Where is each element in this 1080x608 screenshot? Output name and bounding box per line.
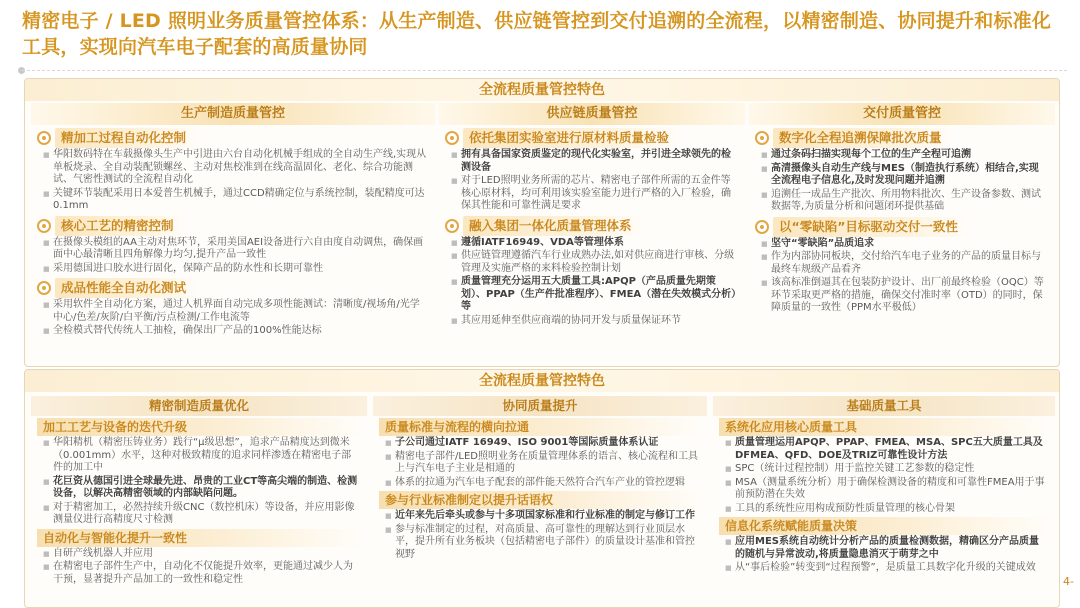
bullet-item: ■ 花巨资从德国引进全球最先进、昂贵的工业CT等高尖端的制造、检测设备，以解决高精密领域的内部缺陷问题。 (43, 476, 359, 501)
section-title: 成品性能全自动化测试 (55, 278, 196, 298)
bullet-list (31, 149, 435, 213)
bullet-item: ■ 子公司通过IATF 16949、ISO 9001等国际质量体系认证 (385, 437, 699, 450)
section-title: 自动化与智能化提升一致性 (37, 529, 361, 547)
bullet-item: ■ MSA（测量系统分析）用于确保检测设备的精度和可靠性FMEA用于事前预防潜在失效 (725, 477, 1047, 502)
section-title: 依托集团实验室进行原材料质量检验 (463, 128, 679, 148)
bullet-item: ■ 工具的系统性应用构成预防性质量管理的核心骨架 (725, 503, 1047, 516)
section-header (31, 127, 435, 149)
bullet-list (439, 149, 745, 213)
bullet-list (749, 238, 1055, 315)
bullet-item: ■ 采用软件全自动化方案，通过人机界面自动完成多项性能测试：清晰度/视场角/光学中心/色差/灰阶/白平衡/污点检测/工作电流等 (43, 299, 427, 324)
section-marker-icon (37, 281, 51, 295)
column-supply-chain (439, 103, 745, 365)
bullet-item: ■ 采用德国进口胶水进行固化，保障产品的防水性和长期可靠性 (43, 263, 427, 276)
section-header (439, 127, 745, 149)
section-marker-icon (37, 131, 51, 145)
bullet-item: ■ 其应用延伸至供应商端的协同开发与质量保证环节 (451, 315, 737, 328)
bullet-list (439, 237, 745, 328)
bullet-item: ■ 自研产线机器人并应用 (43, 548, 359, 561)
bullet-item: ■ 在摄像头模组的AA主动对焦环节，采用美国AEI设备进行六自由度自动调焦，确保画面中心最清晰且四角解像力均匀,提升产品一致性 (43, 237, 427, 262)
bullet-item: ■ 该高标准倒逼其在包装防护设计、出厂前最终检验（OQC）等环节采取更严格的措施，确保交付准时率（OTD）的同时，保障质量的一致性（PPM水平极低） (761, 277, 1047, 315)
bullet-item: ■ 对于精密加工，必然持续升级CNC（数控机床）等设备，并应用影像测量仪进行高精度尺寸检测 (43, 502, 359, 527)
bullet-item: ■ 供应链管理遵循汽车行业成熟办法,如对供应商进行审核、分级管理及实施严格的来料检验控制计划 (451, 250, 737, 275)
bullet-item: ■ 近年来先后牵头或参与十多项国家标准和行业标准的制定与修订工作 (385, 510, 699, 523)
page-title: 精密电子 / LED 照明业务质量管控体系：从生产制造、供应链管控到交付追溯的全流程，以精密制造、协同提升和标准化工具，实现向汽车电子配套的高质量协同 (22, 10, 1052, 58)
section-title: 信息化系统赋能质量决策 (719, 517, 1049, 535)
column-delivery (749, 103, 1055, 365)
bullet-item: ■ 坚守“零缺陷”品质追求 (761, 238, 1047, 251)
bullet-item: ■ 华阳数码特在车载摄像头生产中引进由六台自动化机械手组成的全自动生产线,实现从单板烧录、全自动装配锁螺丝、主动对焦校准到在线高温固化、老化、综合功能测试、气密性测试的全流程自动化 (43, 149, 427, 187)
column-heading: 供应链质量管控 (439, 103, 745, 125)
section-marker-icon (445, 219, 459, 233)
bullet-item: ■ 华阳精机（精密压铸业务）践行“μ级思想”，追求产品精度达到微米（0.001mm）水平，这种对极致精度的追求同样渗透在精密电子部件的加工中 (43, 437, 359, 475)
section-title: 以“零缺陷”目标驱动交付一致性 (773, 217, 968, 237)
section-title: 质量标准与流程的横向拉通 (379, 418, 701, 436)
bullet-item: ■ 高清摄像头自动生产线与MES（制造执行系统）相结合,实现全流程电子信息化,及时发现问题并追溯 (761, 163, 1047, 188)
bullet-item: ■ 体系的拉通为汽车电子配套的部件能天然符合汽车产业的管控逻辑 (385, 477, 699, 490)
bullet-item: ■ 关键环节装配采用日本爱普生机械手，通过CCD精确定位与系统控制，装配精度可达0.1mm (43, 188, 427, 213)
bullet-list (713, 437, 1055, 515)
column-production (31, 103, 435, 365)
bottom-panel (24, 369, 1060, 608)
section-header (749, 127, 1055, 149)
section-title: 融入集团一体化质量管理体系 (463, 216, 642, 236)
bullet-item: ■ 应用MES系统自动统计分析产品的质量检测数据，精确区分产品质量的随机与异常波动,将质量隐患消灭于萌芽之中 (725, 536, 1047, 561)
bullet-item: ■ 在精密电子部件生产中，自动化不仅能提升效率，更能通过减少人为干预，显著提升产品加工的一致性和稳定性 (43, 561, 359, 586)
bullet-item: ■ 质量管理运用APQP、PPAP、FMEA、MSA、SPC五大质量工具及DFMEA、QFD、DOE及TRIZ可靠性设计方法 (725, 437, 1047, 462)
bullet-item: ■ 质量管理充分运用五大质量工具:APQP（产品质量先期策划）、PPAP（生产件批准程序）、FMEA（潜在失效模式分析）等 (451, 276, 737, 314)
bullet-item: ■ 作为内部协同板块，交付给汽车电子业务的产品的质量目标与最终车规级产品看齐 (761, 251, 1047, 276)
bullet-list (31, 548, 367, 587)
top-panel-header: 全流程质量管控特色 (25, 79, 1059, 101)
section-marker-icon (37, 219, 51, 233)
bullet-item: ■ 精密电子部件/LED照明业务在质量管理体系的语言、核心流程和工具上与汽车电子主业是相通的 (385, 451, 699, 476)
bullet-item: ■ 追溯任一成品生产批次、所用物料批次、生产设备参数、测试数据等,为质量分析和问题闭环提供基础 (761, 189, 1047, 214)
bullet-list (373, 510, 707, 561)
title-divider (22, 70, 1067, 71)
bullet-list (31, 437, 367, 527)
column-collaborative-quality (373, 396, 707, 606)
bullet-item: ■ 拥有具备国家资质鉴定的现代化实验室，并引进全球领先的检测设备 (451, 149, 737, 174)
bullet-list (31, 299, 435, 338)
bullet-item: ■ SPC（统计过程控制）用于监控关键工艺参数的稳定性 (725, 463, 1047, 476)
section-title: 系统化应用核心质量工具 (719, 418, 1049, 436)
column-precision-manufacturing (31, 396, 367, 606)
column-heading: 协同质量提升 (373, 396, 707, 416)
section-marker-icon (755, 220, 769, 234)
bullet-item: ■ 通过条码扫描实现每个工位的生产全程可追溯 (761, 149, 1047, 162)
column-heading: 生产制造质量管控 (31, 103, 435, 125)
bullet-list (31, 237, 435, 276)
bullet-list (373, 437, 707, 489)
bullet-item: ■ 全检模式替代传统人工抽检，确保出厂产品的100%性能达标 (43, 325, 427, 338)
section-title: 精加工过程自动化控制 (55, 128, 196, 148)
page-number: 4- (1063, 575, 1074, 588)
bullet-list (713, 536, 1055, 575)
bullet-item: ■ 对于LED照明业务所需的芯片、精密电子部件所需的五金件等核心原材料，均可利用该实验室能力进行严格的入厂检验，确保其性能和可靠性满足要求 (451, 175, 737, 213)
bullet-list (749, 149, 1055, 214)
bullet-item: ■ 从“事后检验”转变到“过程预警”，是质量工具数字化升级的关键成效 (725, 562, 1047, 575)
bottom-panel-header: 全流程质量管控特色 (25, 370, 1059, 392)
column-heading: 精密制造质量优化 (31, 396, 367, 416)
bullet-item: ■ 参与标准制定的过程，对高质量、高可靠性的理解达到行业顶层水平，提升所有业务板块（包括精密电子部件）的质量设计基准和管控视野 (385, 524, 699, 562)
column-heading: 交付质量管控 (749, 103, 1055, 125)
section-header (439, 215, 745, 237)
bullet-item: ■ 遵循IATF16949、VDA等管理体系 (451, 237, 737, 250)
section-marker-icon (445, 131, 459, 145)
section-marker-icon (755, 131, 769, 145)
top-panel (24, 78, 1060, 367)
section-header (31, 277, 435, 299)
section-title: 加工工艺与设备的迭代升级 (37, 418, 361, 436)
section-title: 核心工艺的精密控制 (55, 216, 184, 236)
section-header (749, 216, 1055, 238)
column-heading: 基础质量工具 (713, 396, 1055, 416)
section-header (31, 215, 435, 237)
column-quality-tools (713, 396, 1055, 606)
section-title: 数字化全程追溯保障批次质量 (773, 128, 952, 148)
section-title: 参与行业标准制定以提升话语权 (379, 491, 701, 509)
